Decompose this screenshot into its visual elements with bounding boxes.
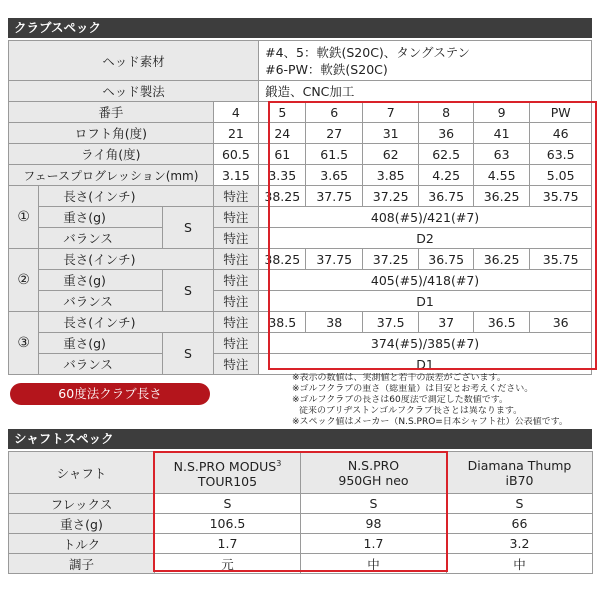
loft-cell: 36 (419, 123, 473, 144)
flex-cell: S (163, 333, 213, 375)
special-order-cell: 特注 (213, 207, 258, 228)
shaft-name-modus: N.S.PRO MODUS$^3$ TOUR105 (155, 452, 301, 494)
fp-cell: 4.25 (419, 165, 473, 186)
lie-cell: 62 (362, 144, 418, 165)
balance-value: D1 (259, 354, 592, 375)
shaft-label: シャフト (9, 452, 155, 494)
special-order-cell: 特注 (213, 249, 258, 270)
spec-notes (292, 373, 592, 428)
number-cell: 5 (259, 102, 306, 123)
flex-cell: S (163, 270, 213, 312)
group2-length-row (9, 249, 592, 270)
group1-length-row (9, 186, 592, 207)
length-cell: 35.75 (530, 186, 592, 207)
loft-label: ロフト角(度) (9, 123, 214, 144)
special-order-cell: 特注 (213, 354, 258, 375)
lie-cell: 63.5 (530, 144, 592, 165)
fp-cell: 5.05 (530, 165, 592, 186)
shaft-kick-row (9, 554, 593, 574)
special-order-cell: 特注 (213, 291, 258, 312)
length-cell: 38.5 (259, 312, 306, 333)
number-row (9, 102, 592, 123)
group2-balance-row (9, 291, 592, 312)
note-line: ※ゴルフクラブの重さ（総重量）は目安とお考えください。 (292, 384, 534, 394)
length-cell: 37.5 (362, 312, 418, 333)
torque-cell: 1.7 (155, 534, 301, 554)
note-line: ※表示の数値は、実測値と若干の誤差がございます。 (292, 373, 506, 383)
torque-cell: 1.7 (301, 534, 447, 554)
length-cell: 37.75 (306, 249, 362, 270)
torque-cell: 3.2 (447, 534, 593, 554)
head-material-label: ヘッド素材 (9, 41, 259, 81)
balance-value: D2 (259, 228, 592, 249)
note-line: 従来のブリヂストンゴルフクラブ長さとは異なります。 (299, 406, 523, 416)
group1-balance-row (9, 228, 592, 249)
shaft-torque-row (9, 534, 593, 554)
kick-cell: 中 (447, 554, 593, 574)
loft-cell: 27 (306, 123, 362, 144)
loft-cell: 41 (473, 123, 529, 144)
length-cell: 38.25 (259, 186, 306, 207)
loft-row (9, 123, 592, 144)
face-progression-row (9, 165, 592, 186)
length-cell: 35.75 (530, 249, 592, 270)
group2-marker: ② (9, 249, 39, 312)
fp-cell: 3.65 (306, 165, 362, 186)
fp-cell: 3.85 (362, 165, 418, 186)
head-method-row (9, 81, 592, 102)
shaft-weight-cell: 66 (447, 514, 593, 534)
length-cell: 36.5 (473, 312, 529, 333)
lie-label: ライ角(度) (9, 144, 214, 165)
shaft-name-diamana: Diamana Thump iB70 (447, 452, 593, 494)
length-cell: 37.25 (362, 249, 418, 270)
loft-cell: 31 (362, 123, 418, 144)
group3-balance-row (9, 354, 592, 375)
note-line: ※ゴルフクラブの長さは60度法で測定した数値です。 (292, 395, 509, 405)
loft-cell: 46 (530, 123, 592, 144)
fp-cell: 3.35 (259, 165, 306, 186)
length-cell: 36.75 (419, 186, 473, 207)
shaft-weight-cell: 98 (301, 514, 447, 534)
balance-label: バランス (39, 291, 163, 312)
balance-label: バランス (39, 354, 163, 375)
length-cell: 36.25 (473, 249, 529, 270)
length-cell: 36 (530, 312, 592, 333)
weight-label: 重さ(g) (39, 333, 163, 354)
kick-cell: 元 (155, 554, 301, 574)
head-method-label: ヘッド製法 (9, 81, 259, 102)
sixty-degree-length-button[interactable]: 60度法クラブ長さ (10, 383, 210, 405)
length-label: 長さ(インチ) (39, 186, 213, 207)
head-material-value: #4、5：軟鉄(S20C)、タングステン #6-PW：軟鉄(S20C) (259, 41, 592, 81)
lie-cell: 61 (259, 144, 306, 165)
fp-cell: 3.15 (213, 165, 258, 186)
number-cell: 6 (306, 102, 362, 123)
flex-cell: S (155, 494, 301, 514)
lie-cell: 62.5 (419, 144, 473, 165)
special-order-cell: 特注 (213, 312, 258, 333)
length-cell: 36.25 (473, 186, 529, 207)
length-cell: 36.75 (419, 249, 473, 270)
length-cell: 38.25 (259, 249, 306, 270)
length-cell: 37.75 (306, 186, 362, 207)
flex-cell: S (301, 494, 447, 514)
shaft-name-row (9, 452, 593, 494)
weight-label: 重さ(g) (39, 207, 163, 228)
lie-cell: 63 (473, 144, 529, 165)
shaft-name-950gh: N.S.PRO 950GH neo (301, 452, 447, 494)
flex-cell: S (163, 207, 213, 249)
group1-marker: ① (9, 186, 39, 249)
shaft-flex-row (9, 494, 593, 514)
kick-label: 調子 (9, 554, 155, 574)
special-order-cell: 特注 (213, 270, 258, 291)
club-spec-header: クラブスペック (8, 18, 592, 38)
note-line: ※スペック値はメーカー（N.S.PRO=日本シャフト社）公表値です。 (292, 417, 568, 427)
number-cell: 9 (473, 102, 529, 123)
special-order-cell: 特注 (213, 333, 258, 354)
face-progression-label: フェースプログレッション(mm) (9, 165, 214, 186)
length-label: 長さ(インチ) (39, 249, 213, 270)
group3-weight-row (9, 333, 592, 354)
weight-value: 374(#5)/385(#7) (259, 333, 592, 354)
loft-cell: 24 (259, 123, 306, 144)
shaft-weight-cell: 106.5 (155, 514, 301, 534)
head-material-row (9, 41, 592, 81)
lie-row (9, 144, 592, 165)
head-method-value: 鍛造、CNC加工 (259, 81, 592, 102)
torque-label: トルク (9, 534, 155, 554)
shaft-spec-table (8, 451, 593, 574)
length-label: 長さ(インチ) (39, 312, 213, 333)
balance-value: D1 (259, 291, 592, 312)
special-order-cell: 特注 (213, 228, 258, 249)
kick-cell: 中 (301, 554, 447, 574)
special-order-cell: 特注 (213, 186, 258, 207)
group3-length-row (9, 312, 592, 333)
loft-cell: 21 (213, 123, 258, 144)
number-cell: 7 (362, 102, 418, 123)
length-cell: 38 (306, 312, 362, 333)
group3-marker: ③ (9, 312, 39, 375)
fp-cell: 4.55 (473, 165, 529, 186)
length-cell: 37.25 (362, 186, 418, 207)
flex-label: フレックス (9, 494, 155, 514)
number-cell: 4 (213, 102, 258, 123)
lie-cell: 61.5 (306, 144, 362, 165)
length-cell: 37 (419, 312, 473, 333)
number-cell: 8 (419, 102, 473, 123)
weight-value: 408(#5)/421(#7) (259, 207, 592, 228)
club-spec-table (8, 40, 592, 375)
flex-cell: S (447, 494, 593, 514)
group1-weight-row (9, 207, 592, 228)
shaft-spec-header: シャフトスペック (8, 429, 592, 449)
lie-cell: 60.5 (213, 144, 258, 165)
number-label: 番手 (9, 102, 214, 123)
number-cell: PW (530, 102, 592, 123)
weight-label: 重さ(g) (39, 270, 163, 291)
shaft-weight-label: 重さ(g) (9, 514, 155, 534)
group2-weight-row (9, 270, 592, 291)
balance-label: バランス (39, 228, 163, 249)
shaft-weight-row (9, 514, 593, 534)
weight-value: 405(#5)/418(#7) (259, 270, 592, 291)
